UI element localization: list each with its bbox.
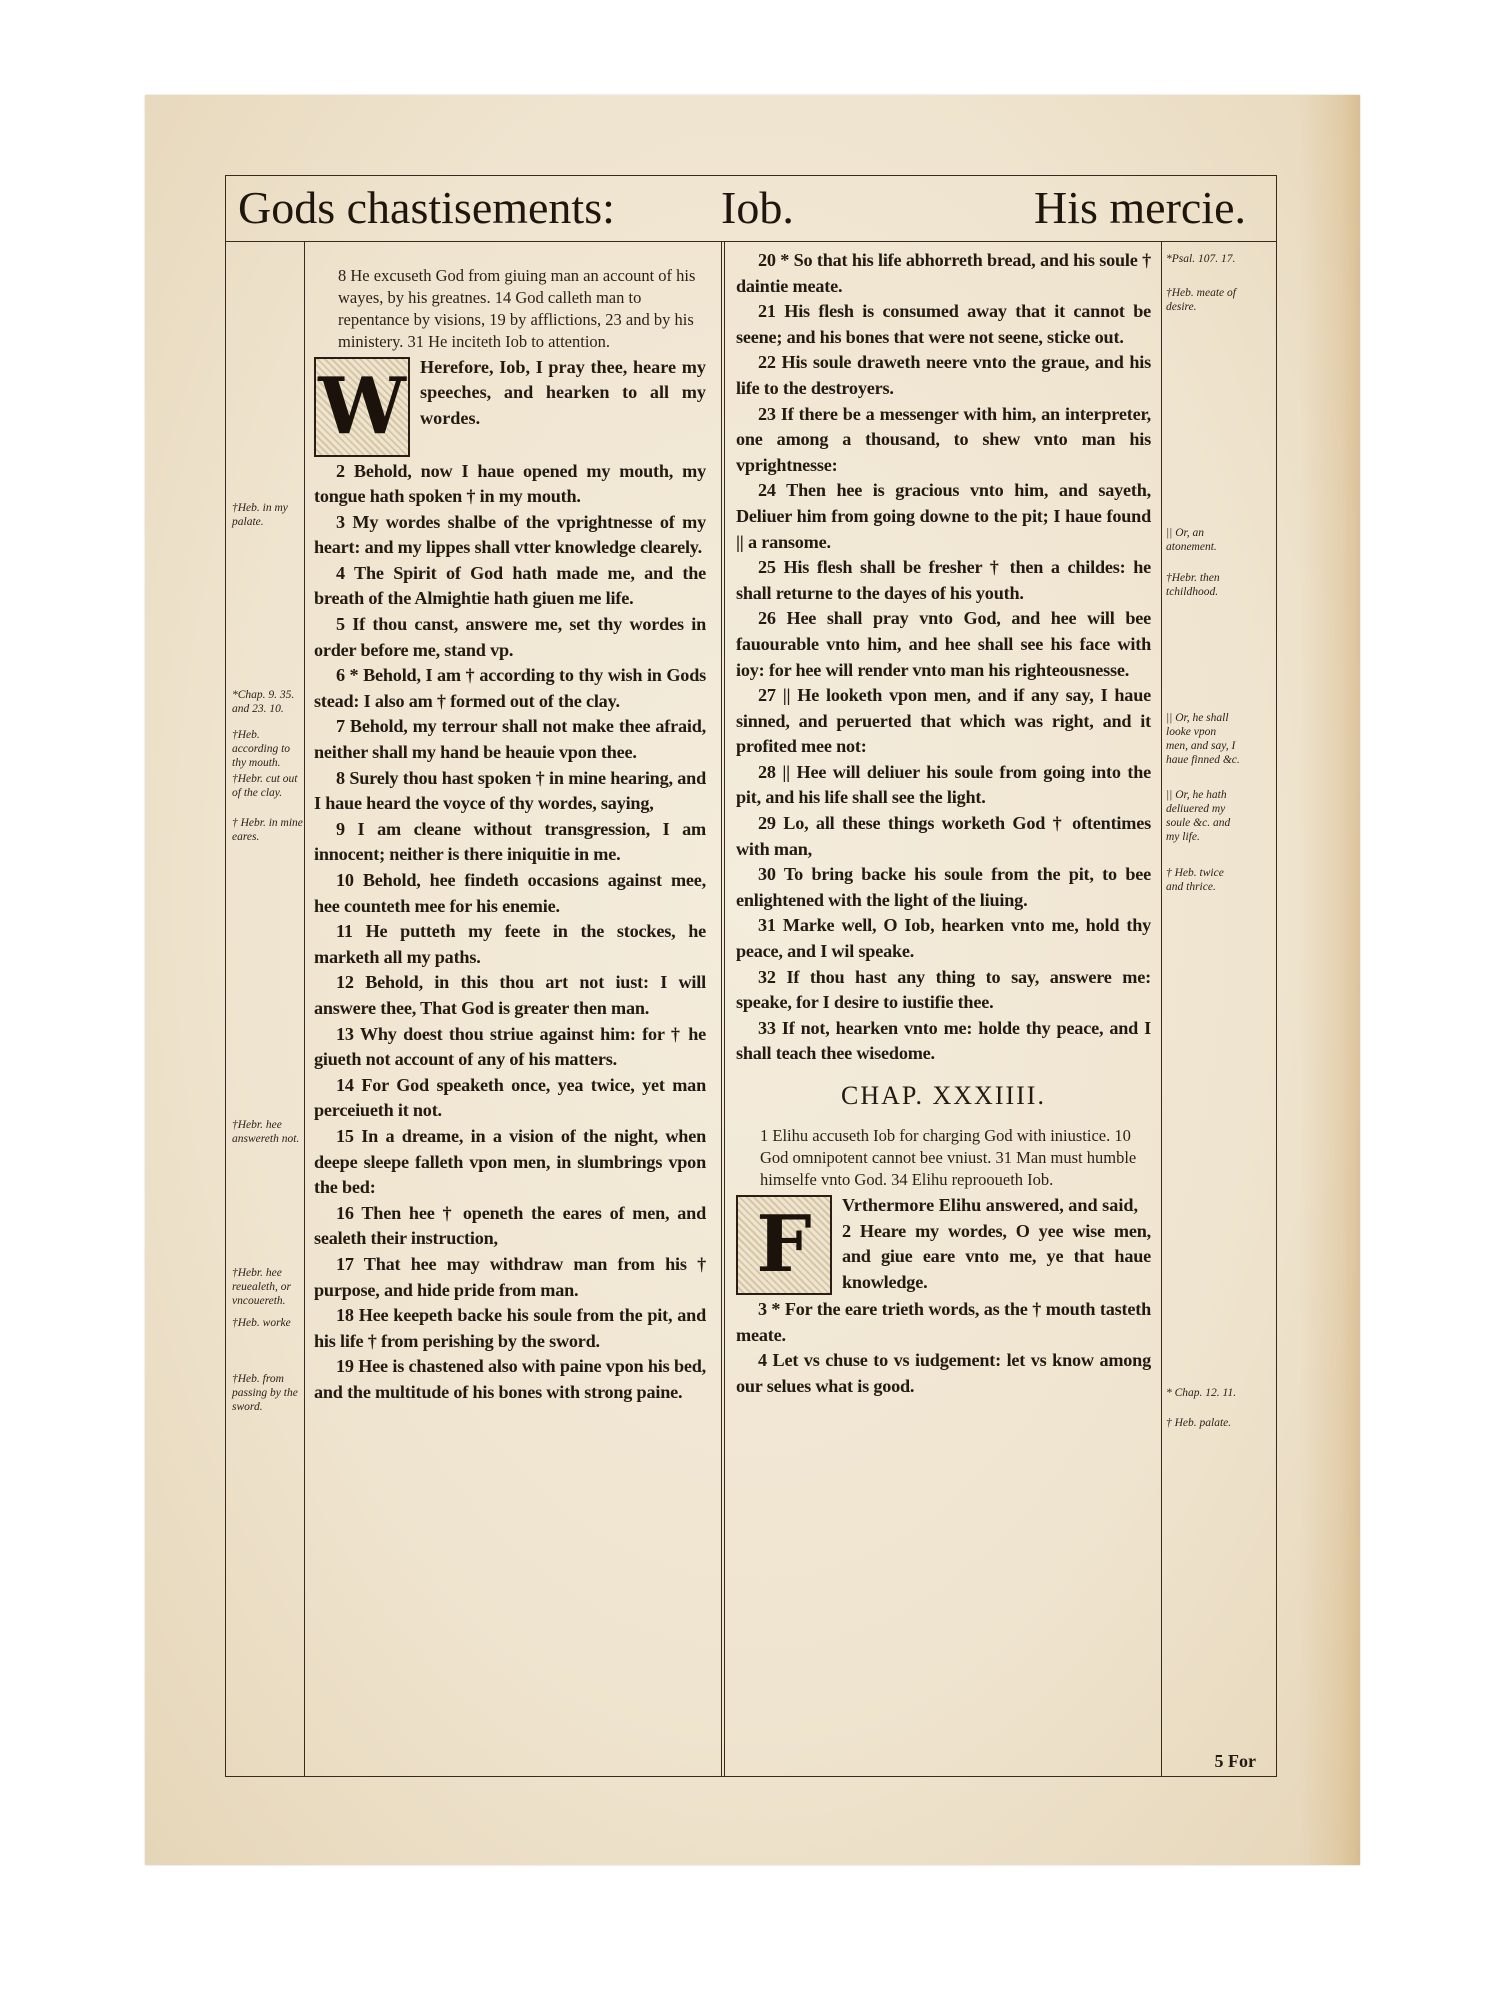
verse: 6 * Behold, I am † according to thy wish in Gods stead: I also am † formed out of the clay. (314, 665, 706, 711)
verse: 30 To bring backe his soule from the pit, to bee enlightened with the light of the liuing. (736, 864, 1151, 910)
verse: 7 Behold, my terrour shall not make thee afraid, neither shall my hand be heauie vpon thee. (314, 716, 706, 763)
verse: 12 Behold, in this thou art not iust: I will answere thee, That God is greater then man. (314, 972, 706, 1018)
verse: 28 || Hee will deliuer his soule from going into the pit, and his life shall see the light. (736, 761, 1151, 808)
verse: 2 Behold, now I haue opened my mouth, my tongue hath spoken † in my mouth. (314, 460, 706, 507)
margin-note-left: †Heb. worke (232, 1317, 291, 1329)
verse: 11 He putteth my feete in the stockes, he marketh all my paths. (314, 921, 706, 967)
verse: 4 The Spirit of God hath made me, and the breath of the Almightie hath giuen me life. (314, 562, 706, 609)
chapter-opening (736, 1193, 1151, 1297)
verse: 13 Why doest thou striue against him: for † he giueth not account of any of his matters. (314, 1023, 706, 1070)
running-head-center: Iob. (721, 182, 794, 233)
column-rule-double (724, 242, 725, 1776)
verse: 23 If there be a messenger with him, an interpreter, one among a thousand, to shew vnto man his vprightnesse: (736, 403, 1151, 475)
verse: 10 Behold, hee findeth occasions against mee, hee counteth mee for his enemie. (314, 870, 706, 916)
verse: 31 Marke well, O Iob, hearken vnto me, hold thy peace, and I wil speake. (736, 915, 1151, 962)
verse: 14 For God speaketh once, yea twice, yet man perceiueth it not. (314, 1074, 706, 1121)
verse: 3 My wordes shalbe of the vprightnesse of my heart: and my lippes shall vtter knowledge clearely. (314, 511, 706, 558)
chapter-opening (314, 355, 706, 459)
header-rule (226, 241, 1276, 242)
column-rule (721, 242, 722, 1776)
opening-text: Vrthermore Elihu answered, and said, (842, 1195, 1139, 1216)
margin-note-left: †Hebr. hee reuealeth, or vncouereth. (232, 1267, 291, 1307)
catchword: 5 For (1214, 1751, 1256, 1771)
margin-rule-left (304, 242, 305, 1776)
verse: 27 || He looketh vpon men, and if any say, I haue sinned, and peruerted that which was right, and it profited mee not: (736, 685, 1151, 757)
verse: 24 Then hee is gracious vnto him, and sayeth, Deliuer him from going downe to the pit; I haue found || a ransome. (736, 480, 1151, 552)
chapter-summary: 1 Elihu accuseth Iob for charging God with iniustice. 10 God omnipotent cannot bee vniust. 31 Man must humble himselfe vnto God. 34 Elihu reprooueth Iob. (760, 1126, 1137, 1190)
verse: 22 His soule draweth neere vnto the graue, and his life to the destroyers. (736, 352, 1151, 398)
chapter-summary: 8 He excuseth God from giuing man an account of his wayes, by his greatnes. 14 God calleth man to repentance by visions, 19 by afflictions, 23 and by his ministery. 31 He inciteth Iob to attention. (338, 265, 696, 351)
margin-note-left: *Chap. 9. 35. and 23. 10. (232, 689, 295, 715)
decorated-initial: W (314, 357, 410, 457)
opening-text: Herefore, Iob, I pray thee, heare my speeches, and hearken to all my wordes. (420, 356, 706, 428)
running-head-left: Gods chastisements: (238, 182, 615, 233)
verse: 15 In a dreame, in a vision of the night, when deepe sleepe falleth vpon men, in slumbrings vpon the bed: (314, 1125, 706, 1198)
bible-leaf (145, 95, 1360, 1865)
verse: 19 Hee is chastened also with paine vpon his bed, and the multitude of his bones with strong paine. (314, 1356, 706, 1402)
text-column-left (314, 248, 706, 1405)
text-column-right (736, 248, 1151, 1399)
verse: 17 That hee may withdraw man from his † purpose, and hide pride from man. (314, 1253, 706, 1300)
verse: 21 His flesh is consumed away that it cannot be seene; and his bones that were not seene, sticke out. (736, 301, 1151, 347)
margin-note-right: †Heb. meate of desire. (1166, 287, 1236, 313)
decorated-initial: F (736, 1195, 832, 1295)
margin-note-right: †Hebr. then tchildhood. (1166, 572, 1220, 598)
verse: 20 * So that his life abhorreth bread, and his soule † daintie meate. (736, 250, 1151, 296)
margin-note-left: †Heb. in my palate. (232, 502, 288, 528)
margin-note-right: *Psal. 107. 17. (1166, 253, 1236, 265)
margin-note-left: †Hebr. hee answereth not. (232, 1119, 300, 1145)
margin-note-right: † Heb. twice and thrice. (1166, 867, 1224, 893)
verse: 26 Hee shall pray vnto God, and hee will bee fauourable vnto him, and hee shall see his face with ioy: for hee will render vnto man his righteousnesse. (736, 608, 1151, 680)
verse: 3 * For the eare trieth words, as the † mouth tasteth meate. (736, 1299, 1151, 1345)
verse: 16 Then hee † openeth the eares of men, and sealeth their instruction, (314, 1202, 706, 1249)
verse: 29 Lo, all these things worketh God † oftentimes with man, (736, 813, 1151, 859)
page-frame (225, 175, 1277, 1777)
verse: 9 I am cleane without transgression, I am innocent; neither is there iniquitie in me. (314, 818, 706, 865)
margin-rule-right (1161, 242, 1162, 1776)
verse: 5 If thou canst, answere me, set thy wordes in order before me, stand vp. (314, 614, 706, 660)
verse: 18 Hee keepeth backe his soule from the pit, and his life † from perishing by the sword. (314, 1305, 706, 1351)
margin-note-right: || Or, he hath deliuered my soule &c. and my life. (1166, 789, 1231, 843)
verse: 32 If thou hast any thing to say, answere me: speake, for I desire to iustifie thee. (736, 966, 1151, 1013)
margin-note-left: †Heb. according to thy mouth. (232, 729, 291, 769)
margin-note-left: †Hebr. cut out of the clay. (232, 773, 298, 799)
margin-note-right: || Or, he shall looke vpon men, and say, I haue finned &c. (1166, 712, 1240, 766)
margin-note-right: || Or, an atonement. (1166, 527, 1217, 553)
verse: 8 Surely thou hast spoken † in mine hearing, and I haue heard the voyce of thy wordes, saying, (314, 767, 706, 814)
margin-note-left: †Heb. from passing by the sword. (232, 1373, 298, 1413)
chapter-heading: CHAP. XXXIIII. (841, 1081, 1046, 1110)
verse: 4 Let vs chuse to vs iudgement: let vs know among our selues what is good. (736, 1350, 1151, 1396)
verse: 33 If not, hearken vnto me: holde thy peace, and I shall teach thee wisedome. (736, 1017, 1151, 1064)
margin-note-right: * Chap. 12. 11. (1166, 1387, 1237, 1399)
verse: 2 Heare my wordes, O yee wise men, and giue eare vnto me, ye that haue knowledge. (842, 1220, 1151, 1292)
running-head-right: His mercie. (1033, 182, 1246, 233)
margin-note-left: † Hebr. in mine eares. (232, 817, 303, 843)
margin-note-right: † Heb. palate. (1166, 1417, 1232, 1429)
verse: 25 His flesh shall be fresher † then a childes: he shall returne to the dayes of his youth. (736, 557, 1151, 603)
